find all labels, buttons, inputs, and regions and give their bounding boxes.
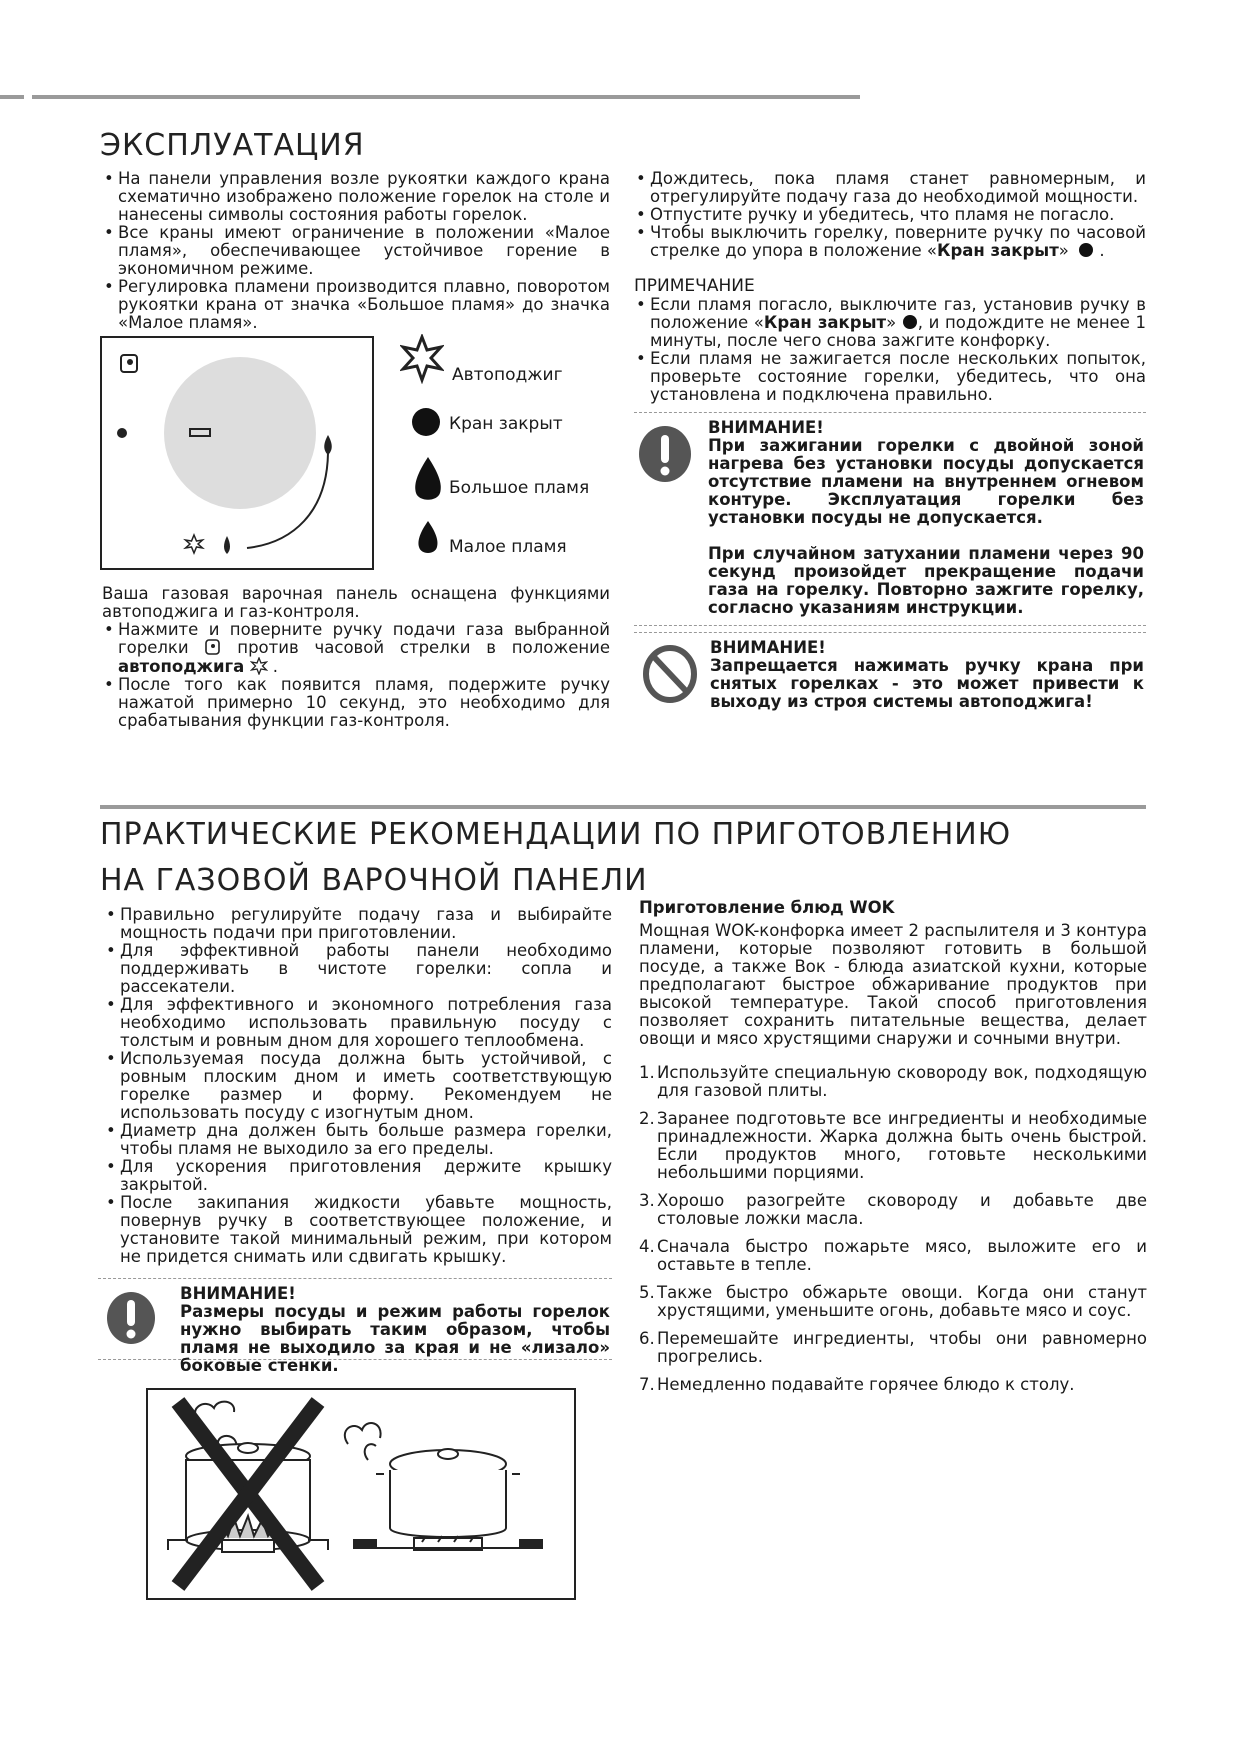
cookware-illustration [146, 1388, 576, 1600]
wok-title: Приготовление блюд WOK [639, 898, 895, 917]
recommendation-bullets [104, 906, 612, 1266]
burner-select-icon [204, 639, 221, 656]
small-flame-icon [416, 520, 440, 556]
section-title-recommendations [100, 812, 1011, 904]
list-item: • После закипания жидкости убавьте мощность, повернув ручку в соответствующее положение, и установите такой минимальный режим, при котором не придется снимать или сдвигать крышку. [104, 1194, 612, 1266]
legend-auto-ignition: Автоподжиг [452, 365, 563, 385]
list-item [639, 1330, 1147, 1366]
step-number: 3. [639, 1191, 655, 1210]
warning-box-cookware [98, 1278, 612, 1375]
list-item: • Для ускорения приготовления держите крышку закрытой. [104, 1158, 612, 1194]
note1-bold: Кран закрыт [763, 313, 887, 332]
note1-text-b: » [886, 313, 897, 332]
step-number: 2. [639, 1109, 655, 1128]
auto-ignition-icon [400, 334, 444, 384]
wok-intro: Мощная WOK-конфорка имеет 2 распылителя и 3 контура пламени, которые позволяют готовить в большой посуде, а также Вок - блюда азиатской кухни, которые предполагают быстрое обжаривание продуктов при высокой температуре. Такой способ приготовления позволяет сохранить питательные вещества, делает овощи и мясо хрустящими снаружи и сочными внутри. [639, 921, 1147, 1048]
off-text-2: » [1058, 241, 1069, 260]
section-title-operation: ЭКСПЛУАТАЦИЯ [100, 128, 365, 163]
off-bold: Кран закрыт [936, 241, 1059, 260]
operation-bullets-right [634, 170, 1146, 260]
ignite-end: . [272, 657, 279, 676]
list-item [639, 1192, 1147, 1228]
ignition-bullets [102, 621, 610, 730]
step-number: 5. [639, 1283, 655, 1302]
warning-title: ВНИМАНИЕ! [708, 418, 824, 437]
top-rule-short [0, 95, 24, 99]
list-item: • Для эффективной работы панели необходимо поддерживать в чистоте горелки: сопла и рассекатели. [104, 942, 612, 996]
step-number: 4. [639, 1237, 655, 1256]
closed-tap-inline-icon [1078, 242, 1094, 258]
section-rule [100, 805, 1146, 809]
section-title-line-1: ПРАКТИЧЕСКИЕ РЕКОМЕНДАЦИИ ПО ПРИГОТОВЛЕНИЮ [100, 817, 1012, 852]
warning-paragraph: Запрещается нажимать ручку крана при снятых горелках - это может привести к выходу из строя системы автоподжига! [710, 656, 1144, 711]
list-item: • Регулировка пламени производится плавно, поворотом рукоятки крана от значка «Большое пламя» до значка «Малое пламя». [102, 278, 610, 332]
auto-ignition-inline-icon [250, 657, 268, 675]
list-item [634, 296, 1146, 350]
off-text-1: Чтобы выключить горелку, поверните ручку по часовой стрелке до упора в положение « [650, 223, 1146, 260]
list-item [634, 224, 1146, 260]
ignite-text-2: против часовой стрелки в положение [237, 638, 611, 657]
legend-large-flame: Большое пламя [449, 478, 590, 498]
warning-title: ВНИМАНИЕ! [180, 1284, 296, 1303]
list-item [639, 1284, 1147, 1320]
step-text: Сначала быстро пожарьте мясо, выложите его и оставьте в тепле. [657, 1237, 1147, 1274]
warning-box-ignition [634, 412, 1146, 626]
step-text: Хорошо разогрейте сковороду и добавьте две столовые ложки масла. [657, 1191, 1147, 1228]
wok-steps [639, 1064, 1147, 1404]
list-item: • Для эффективного и экономного потребления газа необходимо использовать правильную посуду с толстым и ровным дном для хорошего теплообмена. [104, 996, 612, 1050]
warning-paragraph: При случайном затухании пламени через 90 секунд произойдет прекращение подачи газа на горелку. Повторно зажгите горелку, согласно указаниям инструкции. [708, 544, 1144, 617]
step-number: 1. [639, 1063, 655, 1082]
list-item: • Правильно регулируйте подачу газа и выбирайте мощность подачи при приготовлении. [104, 906, 612, 942]
warning-paragraph: При зажигании горелки с двойной зоной нагрева без установки посуды допускается отсутствие пламени на внутреннем огневом контуре. Эксплуатация горелки без установки посуды не допускается. [708, 436, 1144, 527]
note-title: ПРИМЕЧАНИЕ [634, 276, 755, 296]
prohibited-icon [642, 645, 698, 703]
warning-text [710, 639, 1144, 711]
warning-box-prohibited [634, 632, 1146, 719]
knob-diagram-graphic [102, 338, 372, 568]
step-text: Перемешайте ингредиенты, чтобы они равномерно прогрелись. [657, 1329, 1147, 1366]
legend-small-flame: Малое пламя [449, 537, 567, 557]
closed-tap-inline-icon [902, 314, 918, 330]
intro-paragraph: Ваша газовая варочная панель оснащена функциями автоподжига и газ-контроля. [102, 584, 610, 621]
top-rule [32, 95, 860, 99]
list-item: • Дождитесь, пока пламя станет равномерным, и отрегулируйте подачу газа до необходимой мощности. [634, 170, 1146, 206]
list-item [639, 1064, 1147, 1100]
control-knob-diagram [100, 336, 374, 570]
step-text: Заранее подготовьте все ингредиенты и необходимые принадлежности. Жарка должна быть очень быстрой. Если продуктов много, готовьте несколькими небольшими порциями. [657, 1109, 1147, 1182]
operation-bullets [102, 170, 610, 332]
step-text: Используйте специальную сковороду вок, подходящую для газовой плиты. [657, 1063, 1147, 1100]
pot-comparison-graphic [148, 1390, 574, 1598]
warning-text [180, 1285, 610, 1375]
list-item [639, 1238, 1147, 1274]
list-item: • Если пламя не зажигается после нескольких попыток, проверьте состояние горелки, убедитесь, что она установлена и подключена правильно. [634, 350, 1146, 404]
closed-tap-icon [411, 407, 443, 439]
correct-setup [345, 1423, 542, 1550]
ignite-bold: автоподжига [118, 657, 245, 676]
warning-title: ВНИМАНИЕ! [710, 638, 826, 657]
note1-text-c: , и подождите не менее 1 минуты, после чего снова зажгите конфорку. [650, 313, 1147, 350]
legend-tap-closed: Кран закрыт [449, 414, 563, 434]
ignite-text-1: Нажмите и поверните ручку подачи газа выбранной горелки [118, 620, 610, 657]
step-number: 6. [639, 1329, 655, 1348]
list-item: • Отпустите ручку и убедитесь, что пламя не погасло. [634, 206, 1146, 224]
list-item: • После того как появится пламя, подержите ручку нажатой примерно 10 секунд, это необходимо для срабатывания функции газ-контроля. [102, 676, 610, 730]
off-end: . [1099, 241, 1105, 260]
list-item: • На панели управления возле рукоятки каждого крана схематично изображено положение горелок на столе и нанесены символы состояния работы горелок. [102, 170, 610, 224]
exclamation-icon [638, 425, 692, 483]
section-title-line-2: НА ГАЗОВОЙ ВАРОЧНОЙ ПАНЕЛИ [100, 863, 648, 898]
warning-text [708, 419, 1144, 617]
large-flame-icon [413, 456, 443, 504]
note1-text-a: Если пламя погасло, выключите газ, установив ручку в положение « [650, 295, 1146, 332]
list-item [102, 621, 610, 676]
warning-paragraph: Размеры посуды и режим работы горелок нужно выбирать таким образом, чтобы пламя не выходило за края и не «лизало» боковые стенки. [180, 1302, 610, 1375]
note-bullets [634, 296, 1146, 404]
list-item [639, 1376, 1147, 1394]
step-number: 7. [639, 1375, 655, 1394]
list-item: • Используемая посуда должна быть устойчивой, с ровным плоским дном и иметь соответствующую горелке размер и форму. Рекомендуем не использовать посуду с изогнутым дном. [104, 1050, 612, 1122]
list-item: • Все краны имеют ограничение в положении «Малое пламя», обеспечивающее устойчивое горение в экономичном режиме. [102, 224, 610, 278]
list-item: • Диаметр дна должен быть больше размера горелки, чтобы пламя не выходило за его пределы. [104, 1122, 612, 1158]
step-text: Немедленно подавайте горячее блюдо к столу. [657, 1375, 1075, 1394]
step-text: Также быстро обжарьте овощи. Когда они станут хрустящими, уменьшите огонь, добавьте мясо и соус. [657, 1283, 1147, 1320]
list-item [639, 1110, 1147, 1182]
exclamation-icon [106, 1291, 156, 1345]
